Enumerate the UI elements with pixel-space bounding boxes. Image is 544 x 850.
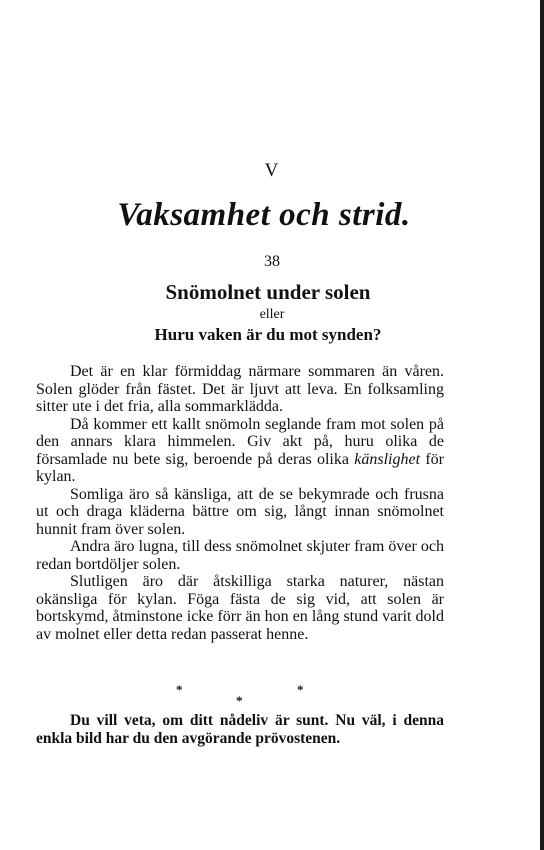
body-text: [36, 363, 444, 643]
chapter-title: Vaksamhet och strid.: [117, 197, 411, 233]
section-connector: eller: [259, 307, 285, 322]
paragraph: Det är en klar förmiddag närmare sommaren än våren. Solen glöder från fästet. Det är ljuvt att leva. En folksamling sitter ute i det fria, alla sommarklädda.: [36, 363, 444, 415]
section-number: 38: [264, 253, 280, 270]
section-subtitle: Huru vaken är du mot synden?: [154, 325, 382, 344]
paragraph: Somliga äro så känsliga, att de se bekymrade och frusna ut och draga kläderna bättre om sig, långt innan snömolnet hunnit fram över solen.: [36, 485, 444, 538]
chapter-numeral: V: [264, 160, 280, 181]
separator-asterisk: *: [297, 682, 304, 697]
separator-asterisk: *: [236, 693, 243, 708]
emphasized-word: känslighet: [354, 450, 421, 468]
paragraph: [36, 416, 444, 486]
separator-asterisk: *: [176, 682, 183, 697]
page-edge: [540, 0, 544, 850]
closing-text: [36, 712, 444, 747]
paragraph: Slutligen äro där åtskilliga starka naturer, nästan okänsliga för kylan. Föga fästa de sig vid, att solen är bortskymd, åtminstone icke förr än hon en lång stund varit dold av molnet eller detta redan passerat henne.: [36, 573, 444, 643]
paragraph-text: Då kommer ett kallt snömoln seglande fram mot solen på den annars klara himmelen. Giv akt på, huru olika de församlade nu bete sig, beroende på deras olika: [36, 415, 444, 468]
section-title: Snömolnet under solen: [165, 280, 371, 304]
paragraph: Andra äro lugna, till dess snömolnet skjuter fram över och redan bortdöljer solen.: [36, 538, 444, 573]
closing-paragraph: Du vill veta, om ditt nådeliv är sunt. Nu väl, i denna enkla bild har du den avgörande prövostenen.: [36, 712, 444, 747]
paragraph-text: för kylan.: [36, 450, 445, 485]
